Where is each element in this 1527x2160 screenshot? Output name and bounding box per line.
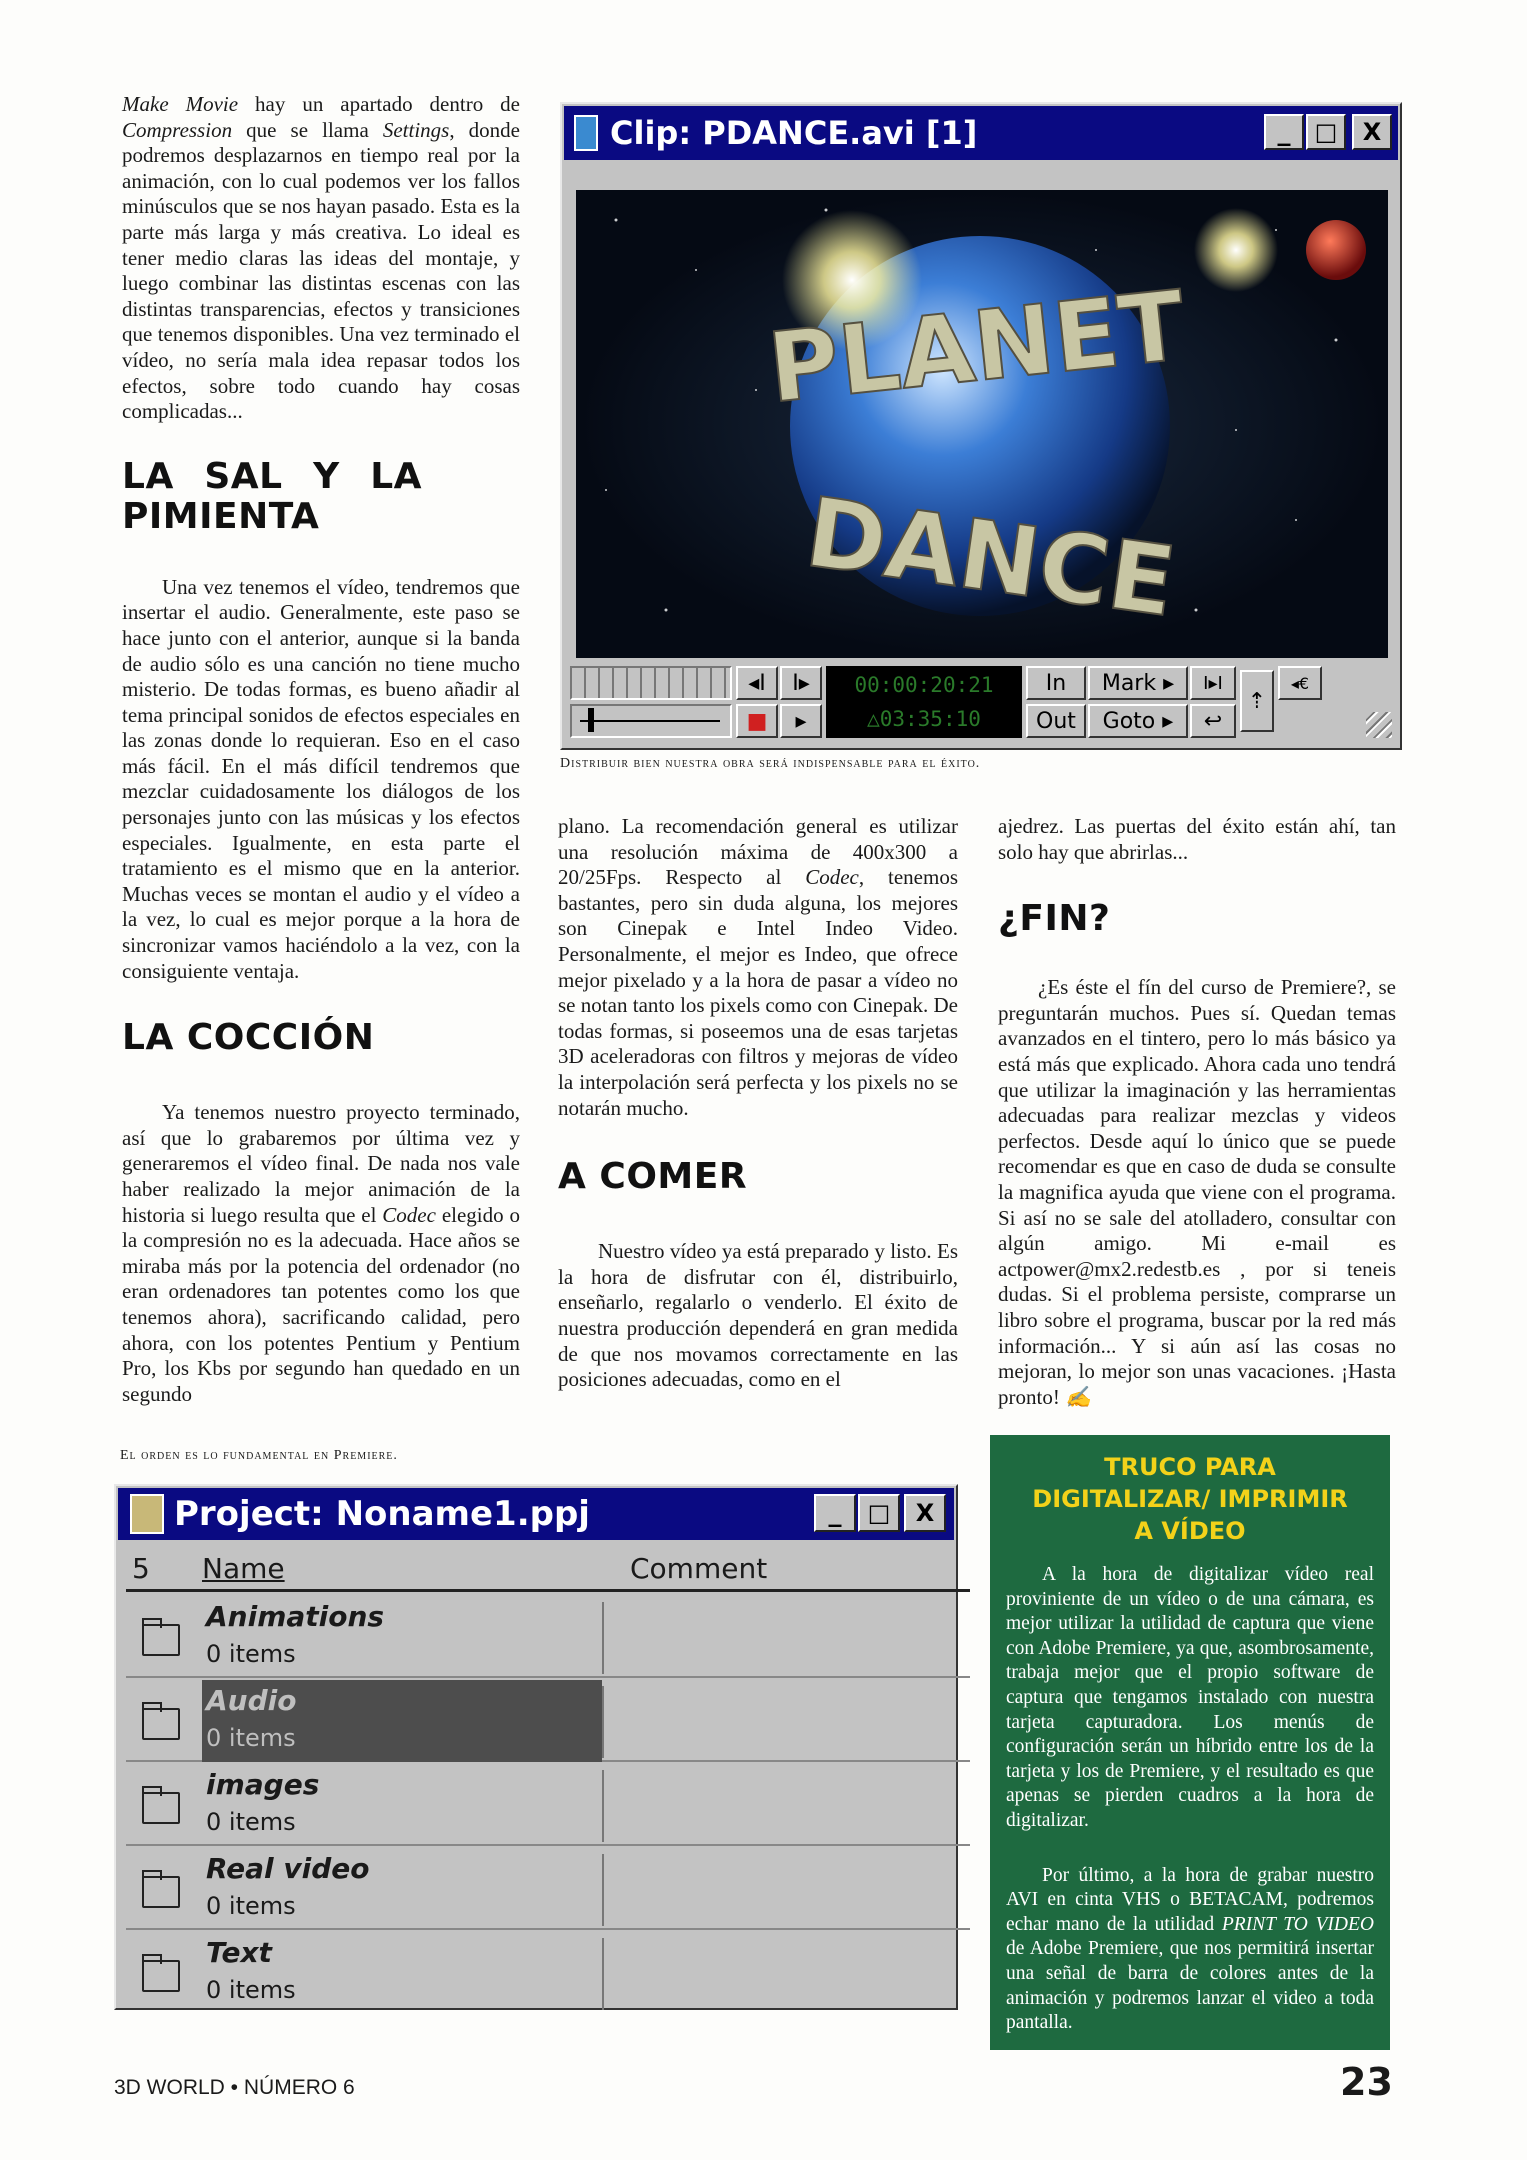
maximize-button[interactable]: □ xyxy=(1306,114,1346,150)
bin-item-count: 0 items xyxy=(206,1724,296,1752)
red-planet xyxy=(1306,220,1366,280)
clip-window-title: Clip: PDANCE.avi [1] xyxy=(610,114,978,152)
bin-item-count: 0 items xyxy=(206,1640,296,1668)
caption-project: El orden es lo fundamental en Premiere. xyxy=(120,1448,398,1463)
project-window xyxy=(114,1484,958,2010)
bin-item-count: 0 items xyxy=(206,1976,296,2004)
column-2 xyxy=(558,814,958,1393)
loop-button[interactable]: ↩ xyxy=(1190,704,1236,738)
tip-sidebar xyxy=(990,1435,1390,2050)
project-close-button[interactable]: X xyxy=(904,1494,946,1532)
paragraph-audio: Una vez tenemos el vídeo, tendremos que insertar el audio. Generalmente, este paso se hace junto con el anterior, aunque si la banda de audio sólo es una canción no tiene mucho misterio. De todas formas, es bueno añadir al tema principal sonidos de efectos especiales en las zonas donde lo requieran. Eso en el caso más fácil. En el más difícil tendremos que mezclar cuidadosamente los diálogos de los personajes junto con las músicas y los efectos especiales. Igualmente, en esta parte el tratamiento es el mismo que en la anterior. Muchas veces se montan el audio y el vídeo a la vez, lo cual es mejor porque a la hora de sincronizar vamos haciéndolo a la vez, con la consiguiente ventaja. xyxy=(122,574,520,983)
minimize-button[interactable]: _ xyxy=(1264,114,1304,150)
bin-row-text[interactable] xyxy=(126,1932,970,2014)
jog-wheel[interactable] xyxy=(570,666,732,700)
out-button[interactable]: Out xyxy=(1026,704,1086,738)
bin-item-count: 0 items xyxy=(206,1892,296,1920)
clip-icon xyxy=(574,115,598,151)
bin-row-real-video[interactable] xyxy=(126,1848,970,1930)
set-location-button[interactable]: ⇡ xyxy=(1240,670,1274,732)
resize-grip-icon[interactable] xyxy=(1366,712,1392,738)
project-titlebar xyxy=(118,1488,954,1540)
planet-dance-frame xyxy=(576,190,1388,658)
step-forward-button[interactable]: I▸ xyxy=(780,666,822,700)
folder-icon xyxy=(142,1708,180,1740)
column-1 xyxy=(122,92,520,1407)
column-3 xyxy=(998,814,1396,1410)
video-preview xyxy=(576,190,1388,658)
sidebar-paragraph-2: Por último, a la hora de grabar nuestro AVI en cinta VHS o BETACAM, podremos echar mano de la utilidad PRINT TO VIDEO de Adobe Premiere, que nos permitirá insertar una señal de barra de colores antes de la animación y podremos lanzar el video a toda pantalla. xyxy=(1006,1864,1374,2034)
heading-coccion: LA COCCIÓN xyxy=(122,1017,375,1059)
bin-row-images[interactable] xyxy=(126,1764,970,1846)
bin-row-audio-selected[interactable] xyxy=(126,1680,970,1762)
mark-menu-button[interactable]: Mark ▸ xyxy=(1088,666,1188,700)
item-count: 5 xyxy=(132,1552,150,1585)
audio-toggle-button[interactable]: ◂€ xyxy=(1278,666,1322,700)
stop-button[interactable]: ■ xyxy=(736,704,778,738)
in-button[interactable]: In xyxy=(1026,666,1086,700)
current-timecode: 00:00:20:21 xyxy=(854,673,994,697)
clip-window xyxy=(560,102,1402,750)
comment-column-header[interactable]: Comment xyxy=(630,1552,768,1585)
bin-name: images xyxy=(206,1768,320,1801)
next-edit-button[interactable]: I▸I xyxy=(1190,666,1236,700)
shuttle-thumb[interactable] xyxy=(588,708,594,732)
project-header-row xyxy=(126,1546,970,1592)
caption-clip: Distribuir bien nuestra obra será indispensable para el éxito. xyxy=(560,756,981,771)
step-back-button[interactable]: ◂I xyxy=(736,666,778,700)
page-number: 23 xyxy=(1340,2060,1393,2104)
heading-fin: ¿FIN? xyxy=(998,898,1111,940)
paragraph-codec: plano. La recomendación general es utilizar una resolución máxima de 400x300 a 20/25Fps. Respecto al Codec, tenemos bastantes, pero sin duda alguna, los mejores son Cinepak e Intel Indeo Video. Personalmente, el mejor es Indeo, que ofrece mejor pixelado y a la hora de pasar a vídeo no se notan tanto los pixels como con Cinepak. De todas formas, si poseemos una de esas tarjetas 3D aceleradoras con filtros y mejoras de vídeo la interpolación será perfecta y los pixels no se notarán mucho. xyxy=(558,814,958,1120)
folder-icon xyxy=(142,1876,180,1908)
folder-icon xyxy=(142,1960,180,1992)
project-minimize-button[interactable]: _ xyxy=(814,1494,856,1532)
close-button[interactable]: X xyxy=(1352,114,1392,150)
signature-icon: ✍ xyxy=(1065,1384,1092,1409)
clip-titlebar xyxy=(564,106,1398,160)
paragraph-a-comer: Nuestro vídeo ya está preparado y listo. Es la hora de disfrutar con él, distribuirlo, enseñarlo, regalarlo o venderlo. El éxito de nuestra producción dependerá en gran medida de que nos movamos correctamente en las posiciones adecuadas, como en el xyxy=(558,1239,958,1392)
clip-duration: △03:35:10 xyxy=(867,707,981,731)
sidebar-body xyxy=(990,1563,1390,2036)
bin-name: Text xyxy=(206,1936,272,1969)
paragraph-intro: Make Movie hay un apartado dentro de Compression que se llama Settings, donde podremos desplazarnos en tiempo real por la animación, con lo cual podemos ver los fallos minúsculos que se nos hayan pasado. Esta es la parte más larga y más creativa. Lo ideal es tener medio claras las ideas del montaje, y luego combinar las distintas escenas con las distintas transparencias, efectos y transiciones que tenemos disponibles. Una vez terminado el vídeo, no sería mala idea repasar todos los efectos, sobre todo cuando hay cosas complicadas... xyxy=(122,92,520,424)
sidebar-title: TRUCO PARA DIGITALIZAR/ IMPRIMIR A VÍDEO xyxy=(1032,1453,1348,1545)
project-icon xyxy=(130,1494,164,1534)
bin-row-animations[interactable] xyxy=(126,1596,970,1678)
star-glow xyxy=(1194,208,1278,292)
timecode-display xyxy=(826,666,1022,738)
bin-item-count: 0 items xyxy=(206,1808,296,1836)
paragraph-ajedrez: ajedrez. Las puertas del éxito están ahí, tan solo hay que abrirlas... xyxy=(998,814,1396,864)
heading-sal-pimienta: LA SAL Y LA PIMIENTA xyxy=(122,455,422,537)
folder-icon xyxy=(142,1624,180,1656)
play-button[interactable]: ▸ xyxy=(780,704,822,738)
bin-name: Real video xyxy=(206,1852,370,1885)
paragraph-coccion: Ya tenemos nuestro proyecto terminado, así que lo grabaremos por última vez y generaremos el vídeo final. De nada nos vale haber realizado la mejor animación de la historia si luego resulta que el Codec elegido o la compresión no es la adecuada. Hace años se miraba más por la potencia del ordenador (no eran ordenadores tan potentes como los que tenemos ahora), sacrificando calidad, pero ahora, con los potentes Pentium y Pentium Pro, los Kbs por segundo han quedado en un segundo xyxy=(122,1100,520,1406)
paragraph-fin: ¿Es éste el fín del curso de Premiere?, se preguntarán muchos. Pues sí. Quedan temas avanzados en el tintero, pero lo más básico ya está más que explicado. Ahora cada uno tendrá que utilizar la imaginación y las herramientas adecuadas para realizar mezclas y videos perfectos. Desde aquí lo único que se puede recomendar es que en caso de duda se consulte la magnifica ayuda que viene con el programa. Si así no se sale del atolladero, consultar con algún amigo. Mi e-mail es actpower@mx2.redestb.es , por si teneis dudas. Si el problema persiste, comprarse un libro sobre el programa, buscar por la red más información... Y si aún así las cosas no mejoran, lo mejor son unas vacaciones. ¡Hasta pronto! ✍ xyxy=(998,975,1396,1409)
footer-magazine: 3D WORLD • NÚMERO 6 xyxy=(114,2076,355,2099)
folder-icon xyxy=(142,1792,180,1824)
shuttle-slider[interactable] xyxy=(570,704,732,738)
name-column-header[interactable]: Name xyxy=(202,1552,285,1585)
bin-name: Animations xyxy=(206,1600,385,1633)
shuttle-track xyxy=(580,720,720,722)
bin-name: Audio xyxy=(206,1684,297,1717)
goto-menu-button[interactable]: Goto ▸ xyxy=(1088,704,1188,738)
project-window-title: Project: Noname1.ppj xyxy=(174,1494,590,1534)
sidebar-paragraph-1: A la hora de digitalizar vídeo real proviniente de un vídeo o de una cámara, es mejor utilizar la utilidad de captura que viene con Adobe Premiere, ya que, asombrosamente, trabaja mejor que el propio software de captura que tengamos instalado con nuestra tarjeta capturadora. Los menús de configuración serán un híbrido entre los de la tarjeta y los de Premiere, y el resultado es que apenas se pierden cuadros a la hora de digitalizar. xyxy=(1006,1564,1374,1831)
project-maximize-button[interactable]: □ xyxy=(858,1494,900,1532)
planet-title-text: PLANET xyxy=(763,269,1190,425)
heading-a-comer: A COMER xyxy=(558,1156,748,1198)
dance-title-text: DANCE xyxy=(799,476,1182,639)
